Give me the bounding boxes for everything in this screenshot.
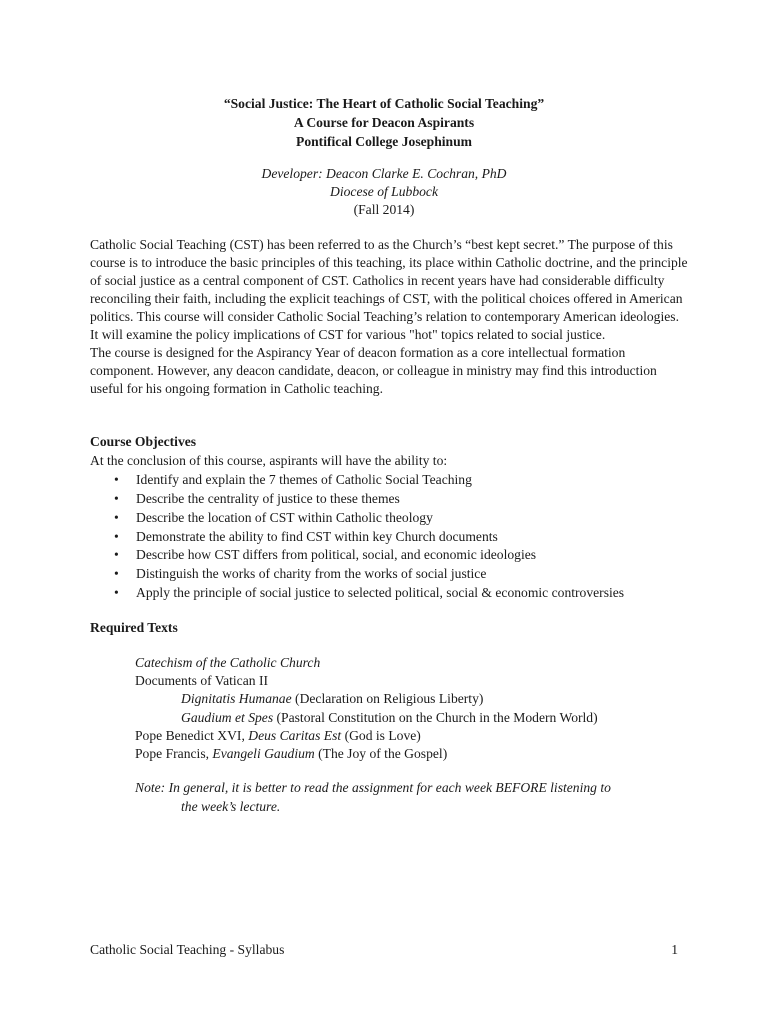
diocese-line: Diocese of Lubbock xyxy=(330,184,438,199)
term-line: (Fall 2014) xyxy=(353,202,415,217)
benedict-title: Deus Caritas Est xyxy=(248,727,342,743)
objective-item: • Describe the location of CST within Catholic theology xyxy=(90,509,710,528)
objectives-list xyxy=(90,471,710,603)
note-line-2: the week’s lecture. xyxy=(181,798,281,814)
intro-section xyxy=(90,236,690,398)
objective-item: • Identify and explain the 7 themes of Catholic Social Teaching xyxy=(90,471,710,490)
developer-block xyxy=(0,165,768,219)
text-dignitatis xyxy=(135,690,695,708)
objective-item: • Describe how CST differs from political, social, and economic ideologies xyxy=(90,546,710,565)
text-vatican: Documents of Vatican II xyxy=(135,673,269,689)
gaudium-desc: (Pastoral Constitution on the Church in the Modern World) xyxy=(273,709,598,725)
objective-item: • Apply the principle of social justice to selected political, social & economic controversies xyxy=(90,584,710,603)
reading-note xyxy=(135,779,695,816)
intro-paragraph-2: The course is designed for the Aspirancy Year of deacon formation as a core intellectual formation component. However, any deacon candidate, deacon, or colleague in ministry may find this introduction useful for his ongoing formation in Catholic teaching. xyxy=(90,345,657,396)
francis-prefix: Pope Francis, xyxy=(135,746,213,762)
objective-item: • Describe the centrality of justice to these themes xyxy=(90,490,710,509)
page-footer xyxy=(90,942,678,958)
footer-label: Catholic Social Teaching - Syllabus xyxy=(90,942,285,957)
course-title: “Social Justice: The Heart of Catholic Social Teaching” xyxy=(223,96,545,111)
benedict-prefix: Pope Benedict XVI, xyxy=(135,727,249,743)
text-gaudium xyxy=(135,709,695,727)
note-line-1: Note: In general, it is better to read the assignment for each week BEFORE listening to xyxy=(135,780,611,795)
course-subtitle: A Course for Deacon Aspirants xyxy=(293,115,475,130)
objectives-heading: Course Objectives xyxy=(90,434,197,449)
objectives-section xyxy=(90,433,710,603)
objective-item: • Demonstrate the ability to find CST within key Church documents xyxy=(90,528,710,547)
objectives-lead: At the conclusion of this course, aspirants will have the ability to: xyxy=(90,452,448,468)
francis-desc: (The Joy of the Gospel) xyxy=(314,746,448,762)
dignitatis-desc: (Declaration on Religious Liberty) xyxy=(291,691,484,707)
title-block xyxy=(0,94,768,151)
required-texts-heading: Required Texts xyxy=(90,620,178,635)
benedict-desc: (God is Love) xyxy=(341,727,421,743)
intro-paragraph-1: Catholic Social Teaching (CST) has been referred to as the Church’s “best kept secret.” The purpose of this course is to introduce the basic principles of this teaching, its place within Catholic doctrine, and the principle of social justice as a central component of CST. Catholics in recent years have had considerable difficulty reconciling their faith, including the explicit teachings of CST, with the political choices offered in American politics. This course will consider Catholic Social Teaching’s relation to contemporary American ideologies. It will examine the policy implications of CST for various "hot" topics related to social justice. xyxy=(90,237,688,342)
text-francis xyxy=(135,745,695,763)
gaudium-title: Gaudium et Spes xyxy=(181,709,274,725)
objective-item: • Distinguish the works of charity from the works of social justice xyxy=(90,565,710,584)
institution-name: Pontifical College Josephinum xyxy=(296,134,472,149)
text-catechism: Catechism of the Catholic Church xyxy=(135,655,321,670)
developer-line: Developer: Deacon Clarke E. Cochran, PhD xyxy=(261,166,507,181)
required-texts-list xyxy=(135,654,695,763)
text-benedict xyxy=(135,727,695,745)
francis-title: Evangeli Gaudium xyxy=(212,746,315,762)
page-number: 1 xyxy=(671,942,678,957)
dignitatis-title: Dignitatis Humanae xyxy=(181,691,292,707)
